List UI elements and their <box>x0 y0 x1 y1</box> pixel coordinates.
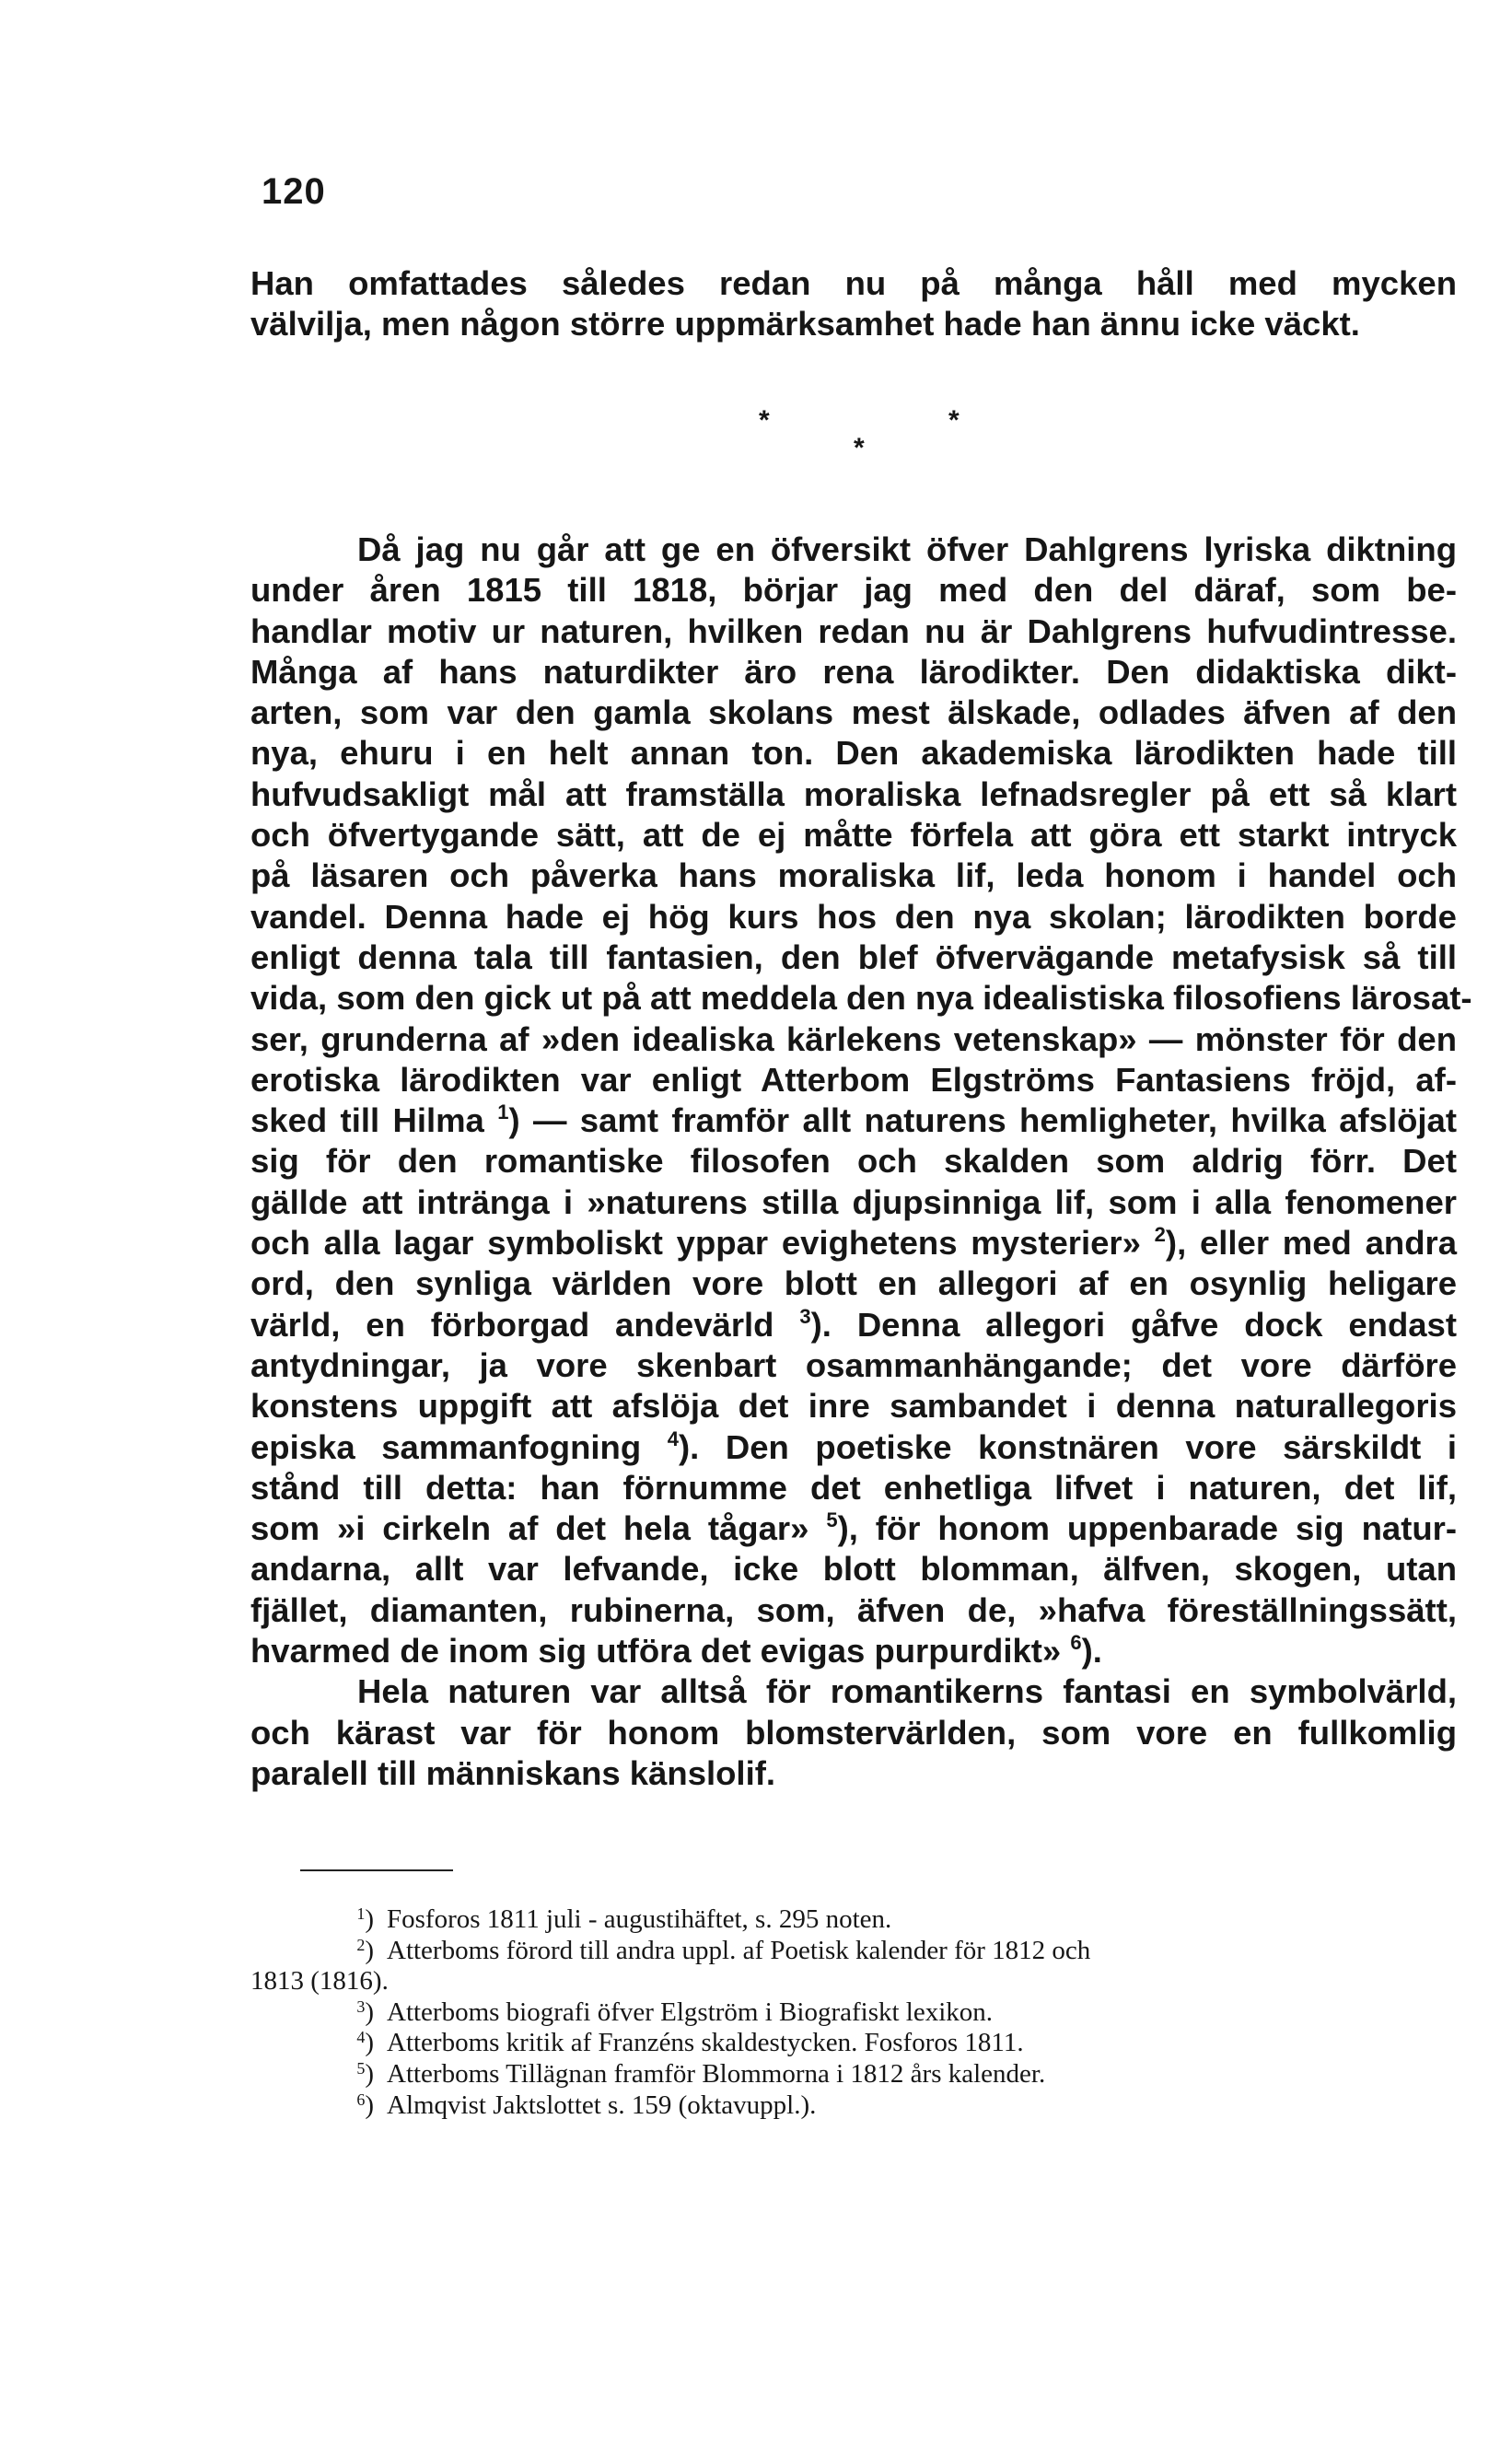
footnote-marker <box>320 1997 387 2029</box>
footnote-paren: ) <box>365 1935 374 1965</box>
footnote-marker <box>320 2059 387 2090</box>
text-line <box>250 1305 1457 1345</box>
text-line: vandel. Denna hade ej hög kurs hos den nya skolan; lärodikten borde <box>250 897 1457 936</box>
footnote-reference: 6 <box>1070 1631 1082 1655</box>
footnote-number: 6 <box>356 2090 366 2109</box>
text-line: enligt denna tala till fantasien, den blef öfvervägande metafysisk så till <box>250 937 1457 976</box>
footnote-number: 3 <box>356 1997 366 2016</box>
text-line: och kärast var för honom blomstervärlden, som vore en fullkomlig <box>250 1713 1457 1752</box>
text-segment: ), för honom uppenbarade sig natur- <box>837 1509 1457 1548</box>
text-line: under åren 1815 till 1818, börjar jag med den del däraf, som be- <box>250 571 1457 610</box>
footnote-number: 5 <box>356 2058 366 2078</box>
text-line <box>250 1100 1457 1141</box>
text-line <box>250 1427 1457 1468</box>
footnote-paren: ) <box>365 2028 374 2058</box>
footnote <box>250 1966 1457 1997</box>
footnote-text: Atterboms kritik af Franzéns skaldestycken. Fosforos 1811. <box>387 2028 1024 2058</box>
footnote-text: Fosforos 1811 juli - augustihäftet, s. 295 noten. <box>387 1904 892 1934</box>
footnote-text: Atterboms biografi öfver Elgström i Biografiskt lexikon. <box>387 1997 994 2027</box>
text-line: Han omfattades således redan nu på många håll med mycken <box>250 264 1457 302</box>
text-line: andarna, allt var lefvande, icke blott blomman, älfven, skogen, utan <box>250 1550 1457 1589</box>
text-line: gällde att intränga i »naturens stilla djupsinniga lif, som i alla fenomener <box>250 1182 1457 1221</box>
footnote <box>250 1904 1457 1936</box>
text-line: erotiska lärodikten var enligt Atterbom Elgströms Fantasiens fröjd, af- <box>250 1060 1457 1099</box>
text-line: konstens uppgift att afslöja det inre sambandet i denna naturallegoris <box>250 1387 1457 1426</box>
footnote-number: 4 <box>356 2028 366 2047</box>
asterisk: * <box>759 405 770 436</box>
text-segment: värld, en förborgad andevärld <box>250 1305 800 1344</box>
footnote-reference: 3 <box>799 1304 811 1328</box>
text-line: på läsaren och påverka hans moraliska lif, leda honom i handel och <box>250 856 1457 895</box>
footnote-reference: 5 <box>826 1508 838 1532</box>
text-segment: och alla lagar symboliskt yppar evighetens mysterier» <box>250 1224 1155 1263</box>
footnote-paren: ) <box>365 2090 374 2120</box>
text-segment: episka sammanfogning <box>250 1427 668 1466</box>
footnote-paren: ) <box>365 1997 374 2027</box>
footnote <box>250 1936 1457 1967</box>
text-line: arten, som var den gamla skolans mest älskade, odlades äfven af den <box>250 693 1457 732</box>
footnote-number: 2 <box>356 1935 366 1954</box>
text-line: sig för den romantiske filosofen och skalden som aldrig förr. Det <box>250 1142 1457 1181</box>
footnotes <box>250 1904 1457 2121</box>
text-line: Hela naturen var alltså för romantikerns fantasi en symbolvärld, <box>357 1672 1457 1711</box>
asterisk: * <box>854 433 865 463</box>
text-line: ord, den synliga världen vore blott en allegori af en osynlig heligare <box>250 1264 1457 1303</box>
footnote-text: 1813 (1816). <box>250 1966 389 1997</box>
footnote-text: Atterboms Tillägnan framför Blommorna i 1812 års kalender. <box>387 2058 1046 2089</box>
footnote-paren: ) <box>365 1904 374 1934</box>
text-line <box>250 1508 1457 1549</box>
footnote-marker <box>320 2028 387 2059</box>
intro-paragraph <box>250 263 1457 345</box>
footnote-text: Almqvist Jaktslottet s. 159 (oktavuppl.). <box>387 2090 817 2120</box>
text-line <box>250 1631 1457 1671</box>
footnote-marker <box>320 1936 387 1967</box>
text-segment: ). Den poetiske konstnären vore särskildt i <box>678 1427 1458 1466</box>
text-segment: som »i cirkeln af det hela tågar» <box>250 1509 827 1548</box>
footnote-paren: ) <box>365 2058 374 2089</box>
asterisk: * <box>948 405 960 436</box>
text-line: ser, grunderna af »den idealiska kärlekens vetenskap» — mönster för den <box>250 1019 1457 1058</box>
text-line: stånd till detta: han förnumme det enhetliga lifvet i naturen, det lif, <box>250 1468 1457 1507</box>
text-segment: ). <box>1081 1632 1102 1671</box>
text-line: Många af hans naturdikter äro rena lärodikter. Den didaktiska dikt- <box>250 652 1457 691</box>
footnote-reference: 4 <box>667 1426 679 1450</box>
text-segment: hvarmed de inom sig utföra det evigas purpurdikt» <box>250 1632 1071 1671</box>
text-line: antydningar, ja vore skenbart osammanhängande; det vore därföre <box>250 1345 1457 1384</box>
main-text <box>250 530 1472 1794</box>
footnote-number: 1 <box>356 1904 366 1923</box>
text-segment: ) — samt framför allt naturens hemligheter, hvilka afslöjat <box>508 1101 1457 1140</box>
footnote-reference: 2 <box>1154 1223 1166 1247</box>
text-line: hufvudsakligt mål att framställa moraliska lefnadsregler på ett så klart <box>250 774 1457 813</box>
text-line: fjället, diamanten, rubinerna, som, äfven de, »hafva föreställningssätt, <box>250 1590 1457 1629</box>
page-number: 120 <box>262 171 326 212</box>
text-line: Då jag nu går att ge en öfversikt öfver Dahlgrens lyriska diktning <box>357 530 1457 568</box>
text-line: nya, ehuru i en helt annan ton. Den akademiska lärodikten hade till <box>250 734 1457 773</box>
footnote-divider <box>300 1869 453 1871</box>
text-line: handlar motiv ur naturen, hvilken redan nu är Dahlgrens hufvudintresse. <box>250 611 1457 650</box>
section-separator <box>0 405 1512 463</box>
text-segment: sked till Hilma <box>250 1101 498 1140</box>
footnote-text: Atterboms förord till andra uppl. af Poetisk kalender för 1812 och <box>387 1935 1091 1965</box>
footnote <box>250 2090 1457 2122</box>
footnote <box>250 2028 1457 2059</box>
text-line: paralell till människans känslolif. <box>250 1753 776 1792</box>
footnote <box>250 1997 1457 2029</box>
footnote-reference: 1 <box>497 1100 509 1124</box>
footnote <box>250 2059 1457 2090</box>
text-line: välvilja, men någon större uppmärksamhet hade han ännu icke väckt. <box>250 305 1360 343</box>
text-segment: ), eller med andra <box>1165 1224 1457 1263</box>
text-line: vida, som den gick ut på att meddela den nya idealistiska filosofiens lärosat- <box>250 979 1472 1018</box>
footnote-marker <box>320 1904 387 1936</box>
text-line: och öfvertygande sätt, att de ej måtte förfela att göra ett starkt intryck <box>250 816 1457 855</box>
footnote-marker <box>320 2090 387 2122</box>
text-line <box>250 1223 1457 1263</box>
text-segment: ). Denna allegori gåfve dock endast <box>810 1305 1457 1344</box>
